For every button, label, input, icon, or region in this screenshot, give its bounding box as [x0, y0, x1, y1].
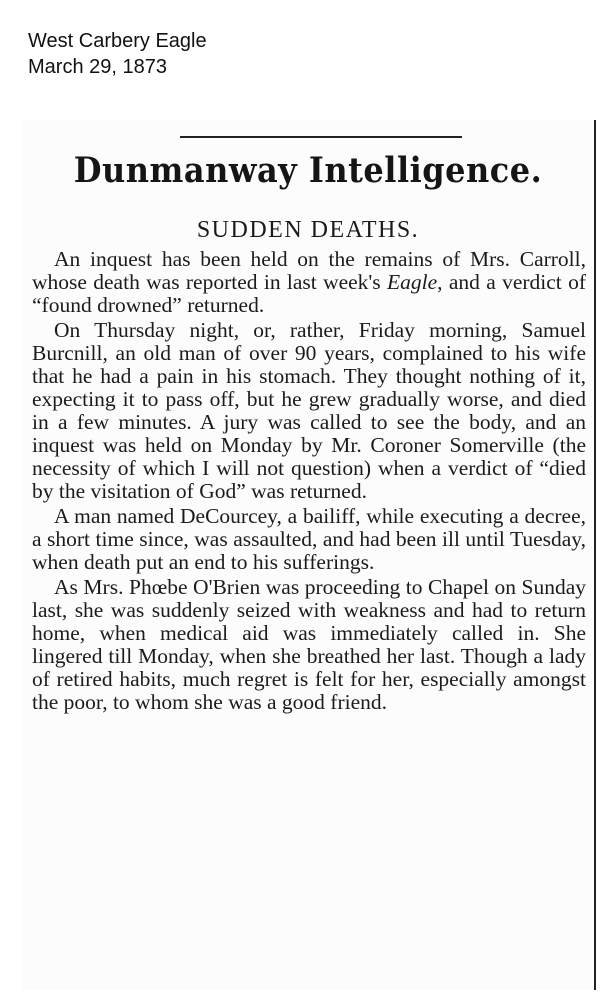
paragraph-text: An inquest has been held on the remains of Mrs. Carroll, whose death was reported in last week's: [32, 247, 586, 294]
article-body: [32, 248, 586, 716]
paragraph-text: , and a verdict of “found drowned” returned.: [32, 270, 587, 317]
paragraph-obrien-death: As Mrs. Phœbe O'Brien was proceeding to Chapel on Sunday last, she was suddenly seized with weakness and had to return home, when medical aid was immediately called in. She lingered till Monday, when she breathed her last. Though a lady of retired habits, much regret is felt for her, especially amongst the poor, to whom she was a good friend.: [32, 575, 586, 714]
newspaper-name: West Carbery Eagle: [28, 30, 207, 52]
newspaper-clipping: [22, 120, 596, 990]
newspaper-title-italic: Eagle: [387, 270, 438, 294]
paragraph-decourcey-death: A man named DeCourcey, a bailiff, while executing a decree, a short time since, was assaulted, and had been ill until Tuesday, when death put an end to his sufferings.: [32, 504, 586, 574]
paragraph-carroll-inquest: [32, 248, 586, 317]
paragraph-burcnill-death: On Thursday night, or, rather, Friday morning, Samuel Burcnill, an old man of over 90 years, complained to his wife that he had a pain in his stomach. They thought nothing of it, expecting it to pass off, but he grew gradually worse, and died in a few minutes. A jury was called to see the body, and an inquest was held on Monday by Mr. Coroner Somerville (the necessity of which I will not question) when a verdict of “died by the visitation of God” was returned.: [32, 318, 586, 503]
clipping-caption: [28, 28, 207, 80]
article-subheading: SUDDEN DEATHS.: [196, 217, 420, 243]
header-rule: [180, 136, 462, 138]
article-heading: Dunmanway Intelligence.: [73, 149, 543, 191]
publication-date: March 29, 1873: [28, 56, 167, 78]
